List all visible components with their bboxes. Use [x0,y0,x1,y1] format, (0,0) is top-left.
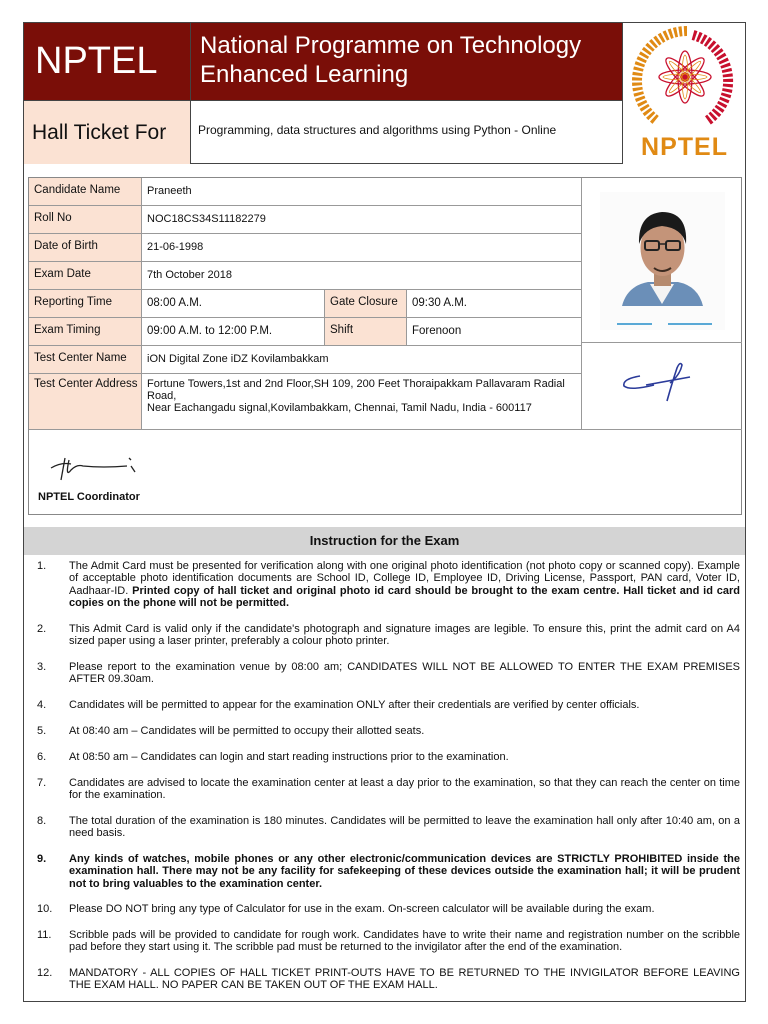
roll-no-value: NOC18CS34S11182279 [147,213,266,225]
hall-ticket [23,22,746,1002]
nptel-emblem-icon [627,25,742,133]
logo-text: NPTEL [641,133,728,161]
row-exam-date [29,262,581,290]
dob-value: 21-06-1998 [147,241,204,253]
roll-no-label: Roll No [29,206,142,233]
row-candidate-name [29,178,581,206]
reporting-time-value: 08:00 A.M. [142,290,325,317]
instruction-number: 1. [37,560,47,572]
exam-date-value: 7th October 2018 [147,269,233,281]
instruction-text: Candidates will be permitted to appear for the examination ONLY after their credentials are verified by center officials. [69,699,640,711]
row-roll-no [29,206,581,234]
instruction-text: Any kinds of watches, mobile phones or any other electronic/communication devices are STRICTLY PROHIBITED inside the examination hall. There may not be any facility for safekeeping of these devices outside the examination hall; it will be prudent not to bring valuables to the examination center. [69,853,740,890]
course-name: Programming, data structures and algorithms using Python - Online [198,123,557,137]
dob-label: Date of Birth [29,234,142,261]
instruction-text-bold: Printed copy of hall ticket and original photo id card should be brought to the exam centre. Hall ticket and id card copies on the phone will not be permitted. [69,584,740,609]
instruction-number: 5. [37,725,47,737]
reporting-time-label: Reporting Time [29,290,142,317]
coordinator-signature-icon [43,448,153,488]
test-center-name-value: iON Digital Zone iDZ Kovilambakkam [147,353,329,365]
header [24,23,745,164]
test-center-address-label: Test Center Address [29,374,142,429]
row-test-center-address [29,374,581,430]
instructions-title: Instruction for the Exam [24,527,745,555]
instruction-text: Scribble pads will be provided to candidate for rough work. Candidates have to write their name and registration number on the scribble pad before they start using it. The scribble pad must be returned to the invigilator after the end of the examination. [69,929,740,954]
instruction-number: 11. [37,929,52,941]
coordinator-section [29,430,742,515]
instruction-number: 3. [37,661,47,673]
instruction-text-normal: The Admit Card must be presented for verification along with one original photo identification (not photo copy or scanned copy). Example of acceptable photo identification documents are School ID, College ID, Employee ID, Driving License, Passport, PAN card, Voter ID, Aadhaar-ID. [69,560,740,597]
candidate-name-value: Praneeth [147,185,192,197]
instruction-text: This Admit Card is valid only if the candidate's photograph and signature images are legible. To ensure this, print the admit card on A4 sized paper using a laser printer, preferably a colour photo printer. [69,623,740,648]
instruction-number: 9. [37,853,47,865]
instruction-number: 4. [37,699,47,711]
candidate-signature [581,343,742,430]
instruction-number: 2. [37,623,47,635]
exam-date-label: Exam Date [29,262,142,289]
exam-timing-label: Exam Timing [29,318,142,345]
instruction-text: Candidates are advised to locate the examination center at least a day prior to the examination, so that they can reach the center on time for the examination. [69,777,740,802]
programme-title-line1: National Programme on Technology [200,32,582,59]
coordinator-label: NPTEL Coordinator [38,491,140,503]
nptel-logo [622,23,745,164]
instruction-number: 8. [37,815,47,827]
candidate-name-label: Candidate Name [29,178,142,205]
instruction-text: Please report to the examination venue by 08:00 am; CANDIDATES WILL NOT BE ALLOWED TO ENTER THE EXAM PREMISES AFTER 09.30am. [69,661,740,686]
shift-label: Shift [325,318,407,345]
candidate-signature-icon [582,343,743,430]
address-line-2: Near Eachangadu signal,Kovilambakkam, Chennai, Tamil Nadu, India - 600117 [147,402,532,414]
hall-ticket-label: Hall Ticket For [24,101,191,164]
instruction-number: 10. [37,903,53,915]
instruction-number: 6. [37,751,47,763]
candidate-photo-icon [582,178,743,343]
test-center-address-value [142,374,581,429]
row-dob [29,234,581,262]
candidate-details [28,177,742,515]
brand-title: NPTEL [24,23,191,101]
candidate-photo [581,178,742,343]
instruction-text: MANDATORY - ALL COPIES OF HALL TICKET PRINT-OUTS HAVE TO BE RETURNED TO THE INVIGILATOR BEFORE LEAVING THE EXAM HALL. NO PAPER CAN BE TAKEN OUT OF THE EXAM HALL. [69,967,740,992]
exam-timing-value: 09:00 A.M. to 12:00 P.M. [142,318,325,345]
address-line-1: Fortune Towers,1st and 2nd Floor,SH 109, 200 Feet Thoraipakkam Pallavaram Radial Road, [147,378,565,402]
row-reporting-time [29,290,581,318]
instruction-text: Please DO NOT bring any type of Calculator for use in the exam. On-screen calculator will be available during the exam. [69,903,655,915]
gate-closure-value: 09:30 A.M. [412,297,467,309]
instruction-number: 12. [37,967,53,979]
instruction-text: The total duration of the examination is 180 minutes. Candidates will be permitted to leave the examination hall only after 10:40 am, on a need basis. [69,815,740,840]
programme-title-line2: Enhanced Learning [200,61,409,88]
instruction-text [69,560,740,609]
row-test-center-name [29,346,581,374]
instruction-text: At 08:40 am – Candidates will be permitted to occupy their allotted seats. [69,725,425,737]
shift-value: Forenoon [412,325,462,337]
row-exam-timing [29,318,581,346]
test-center-name-label: Test Center Name [29,346,142,373]
instruction-number: 7. [37,777,47,789]
programme-title [191,23,622,101]
instruction-text: At 08:50 am – Candidates can login and start reading instructions prior to the examination. [69,751,509,763]
gate-closure-label: Gate Closure [325,290,407,317]
